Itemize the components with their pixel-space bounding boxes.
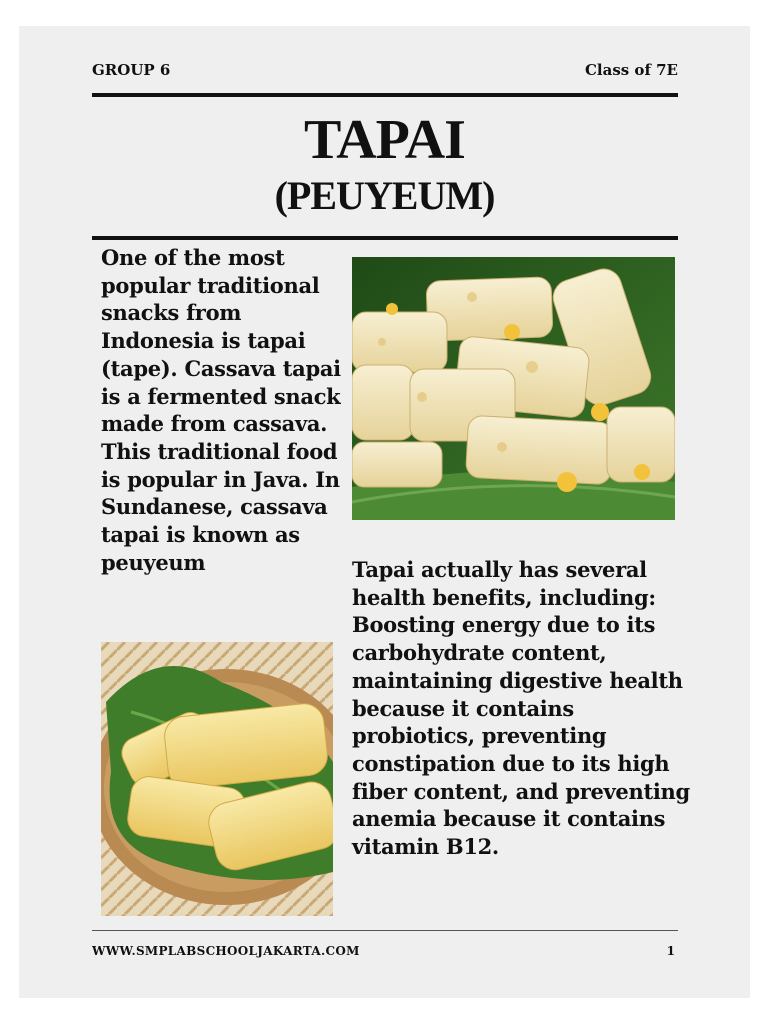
photo-cassava-tapai (352, 257, 675, 520)
footer-divider (92, 930, 678, 931)
footer-website-link[interactable]: WWW.SMPLABSCHOOLJAKARTA.COM (92, 944, 360, 958)
photo-tapai-bamboo-tray (101, 642, 333, 916)
benefits-paragraph: Tapai actually has several health benefits, including: Boosting energy due to its carbohydrate content, maintaining digestive health because it contains probiotics, preventing constipation due to its high fiber content, and preventing anemia because it contains vitamin B12. (352, 557, 690, 860)
class-label: Class of 7E (584, 61, 678, 79)
page-title: TAPAI (304, 109, 465, 171)
document-page (19, 26, 750, 998)
group-label: GROUP 6 (92, 61, 171, 79)
top-divider (92, 93, 678, 97)
page-number: 1 (666, 944, 675, 958)
title-divider (92, 236, 678, 240)
tapai-tray-illustration (101, 642, 333, 916)
page-subtitle: (PEUYEUM) (274, 173, 495, 218)
cassava-tapai-illustration (352, 257, 675, 520)
intro-paragraph: One of the most popular traditional snacks from Indonesia is tapai (tape). Cassava tapai is a fermented snack made from cassava. This traditional food is popular in Java. In Sundanese, cassava tapai is known as peuyeum (101, 245, 341, 575)
